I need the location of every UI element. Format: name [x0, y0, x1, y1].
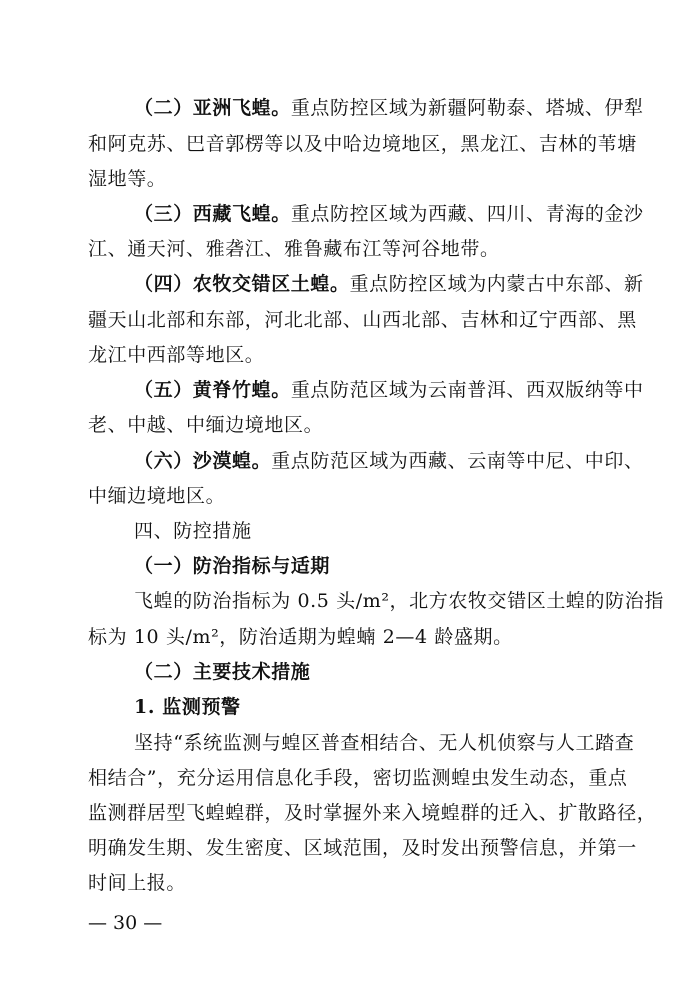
item-text: 重点防控区域为西藏、四川、青海的金沙	[290, 203, 644, 225]
paragraph-line: 疆天山北部和东部，河北北部、山西北部、吉林和辽宁西部、黑	[88, 309, 637, 331]
item-title: （二）亚洲飞蝗。	[134, 97, 291, 119]
paragraph-line: 明确发生期、发生密度、区域范围，及时发出预警信息，并第一	[88, 837, 637, 859]
paragraph-line: 江、通天河、雅砻江、雅鲁藏布江等河谷地带。	[88, 238, 500, 260]
paragraph-line: 和阿克苏、巴音郭楞等以及中哈边境地区，黑龙江、吉林的苇塘	[88, 133, 637, 155]
paragraph-line: 监测群居型飞蝗蝗群，及时掌握外来入境蝗群的迁入、扩散路径，	[88, 802, 657, 824]
page-number: — 30 —	[88, 912, 163, 934]
section-heading: 四、防控措施	[134, 520, 252, 542]
paragraph-line: 时间上报。	[88, 872, 187, 894]
paragraph-line: 飞蝗的防治指标为 0.5 头/m²，北方农牧交错区土蝗的防治指	[134, 590, 664, 612]
item-title: （五）黄脊竹蝗。	[134, 379, 291, 401]
subsection-heading: （一）防治指标与适期	[134, 555, 331, 577]
subsection-heading: （二）主要技术措施	[134, 661, 311, 683]
paragraph-line: 湿地等。	[88, 168, 167, 190]
paragraph-line	[134, 449, 644, 473]
paragraph-line: 龙江中西部等地区。	[88, 344, 265, 366]
paragraph-line: 中缅边境地区。	[88, 485, 226, 507]
item-title: （三）西藏飞蝗。	[134, 203, 291, 225]
item-text: 重点防范区域为西藏、云南等中尼、中印、	[271, 450, 644, 472]
item-title: （四）农牧交错区土蝗。	[134, 273, 350, 295]
paragraph-line: 老、中越、中缅边境地区。	[88, 414, 324, 436]
paragraph-line: 相结合”，充分运用信息化手段，密切监测蝗虫发生动态，重点	[88, 767, 628, 789]
paragraph-line	[134, 96, 644, 120]
paragraph-line: 标为 10 头/m²，防治适期为蝗蝻 2—4 龄盛期。	[88, 626, 513, 648]
item-title: （六）沙漠蝗。	[134, 450, 272, 472]
item-text: 重点防范区域为云南普洱、西双版纳等中	[290, 379, 644, 401]
paragraph-line	[134, 202, 644, 226]
paragraph-line	[134, 378, 644, 402]
paragraph-line	[134, 272, 644, 296]
paragraph-line: 坚持“系统监测与蝗区普查相结合、无人机侦察与人工踏查	[134, 732, 635, 754]
item-text: 重点防控区域为新疆阿勒泰、塔城、伊犁	[290, 97, 644, 119]
item-heading: 1. 监测预警	[134, 696, 241, 718]
item-text: 重点防控区域为内蒙古中东部、新	[349, 273, 644, 295]
